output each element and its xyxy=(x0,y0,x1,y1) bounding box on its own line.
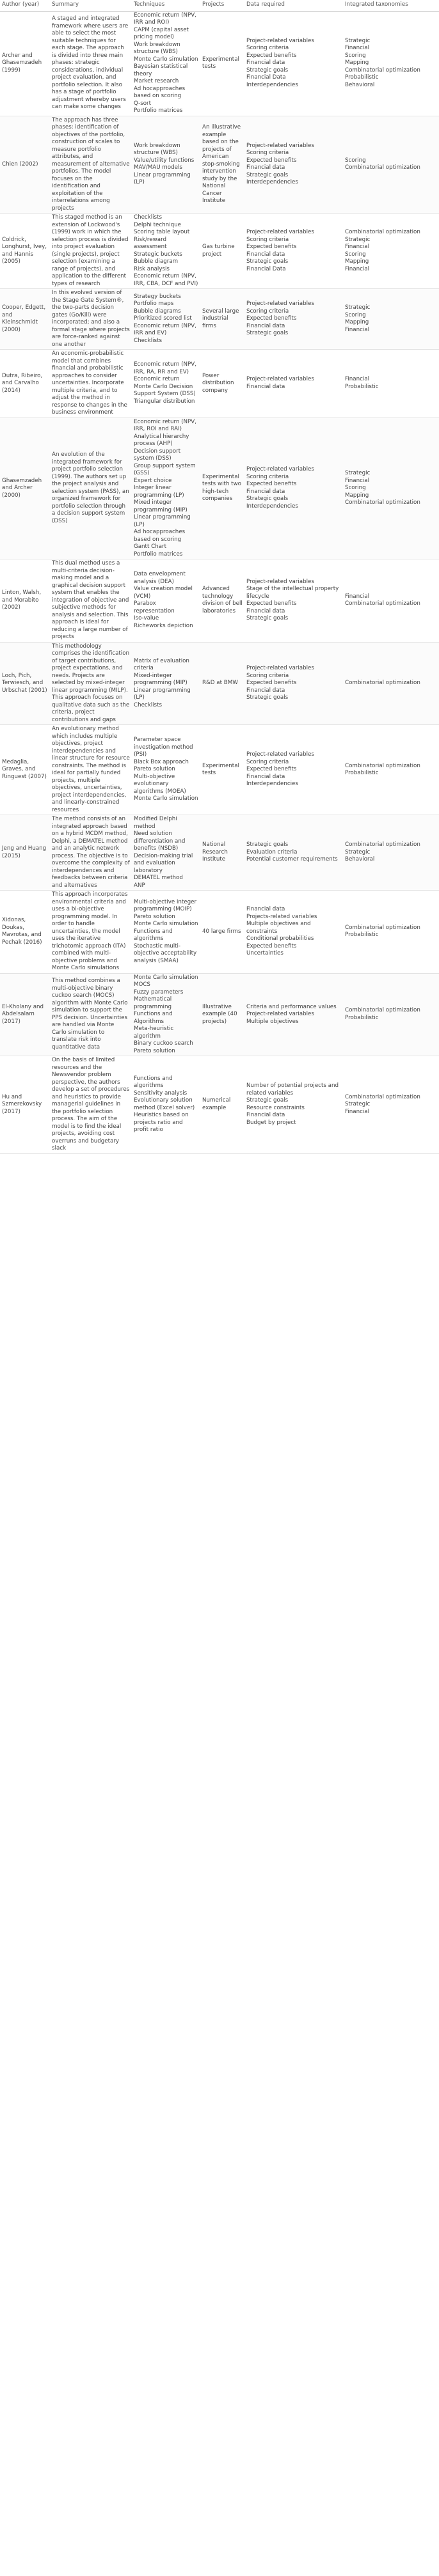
taxonomy-item: Combinatorial optimization xyxy=(345,499,420,506)
technique-item: Economic return (NPV, IRR, ROI and RAI) xyxy=(134,418,196,432)
cell-author: Jeng and Huang (2015) xyxy=(0,815,50,891)
technique-item: Monte Carlo simulation xyxy=(134,921,198,927)
cell-data-required xyxy=(244,891,343,974)
technique-item: ANP xyxy=(134,882,145,889)
cell-author: Dutra, Ribeiro, and Carvalho (2014) xyxy=(0,350,50,418)
cell-techniques xyxy=(132,214,200,289)
taxonomy-item: Strategic xyxy=(345,304,371,311)
taxonomy-item: Financial xyxy=(345,244,370,250)
taxonomy-item: Probabilistic xyxy=(345,74,379,81)
technique-item: Functions and algorithms xyxy=(134,1075,173,1089)
table-row xyxy=(0,973,439,1056)
cell-projects: Illustrative example (40 projects) xyxy=(200,973,244,1056)
technique-item: Monte Carlo simulation xyxy=(134,974,198,981)
technique-item: Ad hocapproaches based on scoring xyxy=(134,85,186,99)
cell-integrated-taxonomies xyxy=(343,214,439,289)
cell-techniques xyxy=(132,559,200,643)
technique-item: Richeworks depiction xyxy=(134,622,193,629)
taxonomy-item: Financial xyxy=(345,477,370,484)
cell-summary: An economic-probabilistic model that combines financial and probabilistic approaches to consider uncertainties. Incorporate multiple criteria, and to adjust the method in response to changes in the business environment xyxy=(50,350,132,418)
technique-item: Gantt Chart xyxy=(134,543,167,550)
cell-data-required xyxy=(244,725,343,815)
data-required-item: Conditional probabilities xyxy=(246,935,314,942)
technique-item: Meta-heuristic algorithm xyxy=(134,1026,174,1040)
taxonomy-item: Scoring xyxy=(345,251,366,258)
data-required-item: Financial data xyxy=(246,164,285,171)
cell-projects: Gas turbine project xyxy=(200,214,244,289)
technique-item: Pareto solution xyxy=(134,766,175,773)
cell-author: Linton, Walsh, and Morabito (2002) xyxy=(0,559,50,643)
taxonomy-item: Combinatorial optimization xyxy=(345,600,420,607)
technique-item: Economic return (NPV, IRR, RA, RR and EV) xyxy=(134,361,196,375)
technique-item: Portfolio maps xyxy=(134,301,174,308)
cell-techniques xyxy=(132,11,200,116)
table-row xyxy=(0,116,439,214)
cell-techniques xyxy=(132,815,200,891)
technique-item: Black Box approach xyxy=(134,758,189,765)
cell-author: Coldrick, Longhurst, Ivey, and Hannis (2005) xyxy=(0,214,50,289)
technique-item: Market research xyxy=(134,78,179,84)
technique-item: Matrix of evaluation criteria xyxy=(134,657,189,671)
data-required-item: Expected benefits xyxy=(246,481,297,488)
technique-item: Prioritized scored list xyxy=(134,315,192,322)
data-required-item: Financial data xyxy=(246,322,285,329)
cell-techniques xyxy=(132,350,200,418)
cell-data-required xyxy=(244,1056,343,1154)
technique-item: Need solution differentiation and benefits (NSDB) xyxy=(134,831,186,852)
data-required-item: Interdependencies xyxy=(246,81,298,88)
table-row xyxy=(0,350,439,418)
data-required-item: Strategic goals xyxy=(246,841,289,848)
cell-techniques xyxy=(132,116,200,214)
cell-summary: A staged and integrated framework where users are able to select the most suitable techniques for each stage. The approach is divided into three main phases: strategic considerations, individual project evaluation, and portfolio selection. It also has a stage of portfolio adjustment whereby users can make some changes xyxy=(50,11,132,116)
literature-review-table xyxy=(0,0,439,1154)
data-required-item: Financial data xyxy=(246,773,285,780)
technique-item: Economic return (NPV, IRR, CBA, DCF and PVI) xyxy=(134,273,198,287)
data-required-item: Expected benefits xyxy=(246,244,297,250)
cell-data-required xyxy=(244,350,343,418)
data-required-item: Project-related variables xyxy=(246,578,314,585)
data-required-item: Financial data xyxy=(246,607,285,614)
technique-item: Economic return (NPV, IRR and EV) xyxy=(134,322,196,337)
header-techniques: Techniques xyxy=(132,0,200,11)
technique-item: Portfolio matrices xyxy=(134,107,183,114)
data-required-item: Evaluation criteria xyxy=(246,848,298,855)
technique-item: Mixed-integer programming (MIP) xyxy=(134,672,188,686)
data-required-item: Interdependencies xyxy=(246,179,298,186)
taxonomy-item: Mapping xyxy=(345,59,369,66)
data-required-item: Uncertainties xyxy=(246,950,283,956)
table-row xyxy=(0,891,439,974)
cell-projects: R&D at BMW xyxy=(200,642,244,725)
technique-item: MAV/MAU models xyxy=(134,164,182,171)
cell-summary: This methodology comprises the identification of target contributions, project expectations, and needs. Projects are selected by mixed-integer linear programming (MILP). This approach focuses on qualitative data such as the criteria, project contributions and gaps xyxy=(50,642,132,725)
data-required-item: Strategic goals xyxy=(246,694,289,701)
taxonomy-item: Financial xyxy=(345,45,370,52)
table-row xyxy=(0,815,439,891)
technique-item: Modified Delphi method xyxy=(134,816,177,830)
data-required-item: Expected benefits xyxy=(246,942,297,949)
technique-item: Linear programming (LP) xyxy=(134,514,191,528)
table-row xyxy=(0,11,439,116)
data-required-item: Project-related variables xyxy=(246,37,314,44)
data-required-item: Financial data xyxy=(246,906,285,912)
table-row xyxy=(0,289,439,350)
cell-techniques xyxy=(132,973,200,1056)
cell-data-required xyxy=(244,418,343,559)
technique-item: Data envelopment analysis (DEA) xyxy=(134,571,186,585)
taxonomy-item: Mapping xyxy=(345,492,369,499)
taxonomy-item: Behavioral xyxy=(345,856,375,863)
data-required-item: Strategic goals xyxy=(246,496,289,503)
technique-item: CAPM (capital asset pricing model) xyxy=(134,26,189,40)
taxonomy-item: Scoring xyxy=(345,52,366,59)
technique-item: Binary cuckoo search xyxy=(134,1040,193,1047)
taxonomy-item: Strategic xyxy=(345,37,371,44)
data-required-item: Multiple objectives xyxy=(246,1018,299,1025)
technique-item: Checklists xyxy=(134,337,163,344)
cell-summary: An evolution of the integrated framework for project portfolio selection (1999). The authors set up the project analysis and selection system (PASS), an organized framework for portfolio selection through a decision support system (DSS) xyxy=(50,418,132,559)
taxonomy-item: Financial xyxy=(345,376,370,383)
technique-item: Functions and algorithms xyxy=(134,928,173,942)
cell-data-required xyxy=(244,815,343,891)
cell-techniques xyxy=(132,289,200,350)
table-row xyxy=(0,418,439,559)
data-required-item: Financial Data xyxy=(246,74,286,81)
technique-item: Integer linear programming (LP) xyxy=(134,485,184,499)
cell-techniques xyxy=(132,725,200,815)
data-required-item: Project-related variables xyxy=(246,376,314,383)
cell-integrated-taxonomies xyxy=(343,973,439,1056)
taxonomy-item: Strategic xyxy=(345,236,371,243)
data-required-item: Interdependencies xyxy=(246,781,298,788)
technique-item: Bubble diagram xyxy=(134,258,179,265)
data-required-item: Scoring criteria xyxy=(246,308,289,315)
cell-author: Medaglia, Graves, and Ringuest (2007) xyxy=(0,725,50,815)
table-body xyxy=(0,11,439,1153)
cell-data-required xyxy=(244,289,343,350)
data-required-item: Stage of the intellectual property lifecycle xyxy=(246,586,339,600)
cell-integrated-taxonomies xyxy=(343,815,439,891)
cell-projects: 40 large firms xyxy=(200,891,244,974)
cell-author: Ghasemzadeh and Archer (2000) xyxy=(0,418,50,559)
technique-item: Evolutionary solution method (Excel solver) xyxy=(134,1097,195,1111)
technique-item: Pareto solution xyxy=(134,913,175,920)
technique-item: Heuristics based on projects ratio and profit ratio xyxy=(134,1112,189,1134)
data-required-item: Scoring criteria xyxy=(246,758,289,765)
data-required-item: Project-related variables xyxy=(246,142,314,149)
technique-item: Risk analysis xyxy=(134,265,170,272)
technique-item: Strategic buckets xyxy=(134,251,182,258)
taxonomy-item: Behavioral xyxy=(345,81,375,88)
cell-integrated-taxonomies xyxy=(343,350,439,418)
data-required-item: Project-related variables xyxy=(246,229,314,235)
table-header-row xyxy=(0,0,439,11)
data-required-item: Strategic goals xyxy=(246,330,289,337)
cell-author: Hu and Szmerekovsky (2017) xyxy=(0,1056,50,1154)
technique-item: Strategy buckets xyxy=(134,293,181,300)
technique-item: Bayesian statistical theory xyxy=(134,63,188,77)
technique-item: Value/utility functions xyxy=(134,157,195,164)
cell-projects: Experimental tests xyxy=(200,11,244,116)
technique-item: Sensitivity analysis xyxy=(134,1089,188,1097)
technique-item: Parabox representation xyxy=(134,600,175,614)
technique-item: Monte Carlo simulation xyxy=(134,795,198,802)
cell-summary: This approach incorporates environmental criteria and uses a bi-objective programming model. In order to handle uncertainties, the model uses the iterative trichotomic approach (ITA) combined with multi-objective problems and Monte Carlo simulations xyxy=(50,891,132,974)
data-required-item: Scoring criteria xyxy=(246,473,289,480)
cell-author: Xidonas, Doukas, Mavrotas, and Pechak (2016) xyxy=(0,891,50,974)
technique-item: Decision support system (DSS) xyxy=(134,448,181,462)
cell-data-required xyxy=(244,11,343,116)
data-required-item: Criteria and performance values xyxy=(246,1003,337,1010)
cell-integrated-taxonomies xyxy=(343,725,439,815)
taxonomy-item: Scoring xyxy=(345,485,366,491)
taxonomy-item: Combinatorial optimization xyxy=(345,680,420,686)
cell-summary: This staged method is an extension of Lockwood's (1999) work in which the selection process is divided into project evaluation (single projects), project selection (examining a range of projects), and application to the different types of research xyxy=(50,214,132,289)
data-required-item: Scoring criteria xyxy=(246,236,289,243)
technique-item: Mixed integer programming (MIP) xyxy=(134,499,188,513)
technique-item: Work breakdown structure (WBS) xyxy=(134,142,180,157)
data-required-item: Financial data xyxy=(246,251,285,258)
table-row xyxy=(0,725,439,815)
cell-integrated-taxonomies xyxy=(343,1056,439,1154)
data-required-item: Scoring criteria xyxy=(246,672,289,679)
cell-integrated-taxonomies xyxy=(343,418,439,559)
taxonomy-item: Probabilistic xyxy=(345,770,379,776)
cell-data-required xyxy=(244,116,343,214)
data-required-item: Financial data xyxy=(246,1112,285,1119)
data-required-item: Interdependencies xyxy=(246,503,298,510)
taxonomy-item: Combinatorial optimization xyxy=(345,66,420,74)
technique-item: Monte Carlo simulation xyxy=(134,56,198,63)
technique-item: Scoring table layout xyxy=(134,229,190,235)
cell-integrated-taxonomies xyxy=(343,11,439,116)
cell-projects: Power distribution company xyxy=(200,350,244,418)
technique-item: Multi-objective evolutionary algorithms (MOEA) xyxy=(134,773,186,795)
taxonomy-item: Combinatorial optimization xyxy=(345,841,420,848)
cell-integrated-taxonomies xyxy=(343,891,439,974)
data-required-item: Financial data xyxy=(246,488,285,495)
table-row xyxy=(0,559,439,643)
taxonomy-item: Strategic xyxy=(345,1101,371,1107)
cell-summary: This method combines a multi-objective binary cuckoo search (MOCS) algorithm with Monte Carlo simulation to support the PPS decision. Uncertainties are handled via Monte Carlo simulation to translate risk into quantitative data xyxy=(50,973,132,1056)
technique-item: Iso-value xyxy=(134,615,159,622)
cell-projects: Numerical example xyxy=(200,1056,244,1154)
data-required-item: Expected benefits xyxy=(246,600,297,607)
data-required-item: Strategic goals xyxy=(246,171,289,178)
cell-author: Loch, Pich, Terwiesch, and Urbschat (2001) xyxy=(0,642,50,725)
technique-item: Checklists xyxy=(134,214,163,221)
taxonomy-item: Mapping xyxy=(345,319,369,325)
technique-item: Mathematical programming xyxy=(134,996,172,1010)
taxonomy-item: Financial xyxy=(345,265,370,272)
cell-projects: Advanced technology division of bell laboratories xyxy=(200,559,244,643)
taxonomy-item: Probabilistic xyxy=(345,383,379,390)
technique-item: Economic return xyxy=(134,376,180,383)
cell-techniques xyxy=(132,1056,200,1154)
data-required-item: Number of potential projects and related variables xyxy=(246,1082,339,1097)
cell-techniques xyxy=(132,642,200,725)
cell-author: Chien (2002) xyxy=(0,116,50,214)
cell-projects: National Research Institute xyxy=(200,815,244,891)
technique-item: Value creation model (VCM) xyxy=(134,586,193,600)
taxonomy-item: Scoring xyxy=(345,311,366,318)
cell-summary: On the basis of limited resources and the Newsvendor problem perspective, the authors develop a set of procedures and heuristics to provide managerial guidelines in the portfolio selection process. The aim of the model is to find the ideal projects, avoiding cost overruns and budgetary slack xyxy=(50,1056,132,1154)
data-required-item: Expected benefits xyxy=(246,315,297,322)
data-required-item: Expected benefits xyxy=(246,680,297,686)
technique-item: Linear programming (LP) xyxy=(134,171,191,186)
taxonomy-item: Strategic xyxy=(345,470,371,476)
data-required-item: Resource constraints xyxy=(246,1104,305,1111)
cell-author: Cooper, Edgett, and Kleinschmidt (2000) xyxy=(0,289,50,350)
data-required-item: Projects-related variables xyxy=(246,913,317,920)
technique-item: MOCS xyxy=(134,981,150,988)
technique-item: Pareto solution xyxy=(134,1047,175,1054)
taxonomy-item: Combinatorial optimization xyxy=(345,762,420,769)
data-required-item: Expected benefits xyxy=(246,52,297,59)
taxonomy-item: Probabilistic xyxy=(345,1014,379,1021)
technique-item: Monte Carlo Decision Support System (DSS) xyxy=(134,383,196,398)
cell-projects: Experimental tests xyxy=(200,725,244,815)
technique-item: Analytical hierarchy process (AHP) xyxy=(134,433,189,447)
data-required-item: Strategic goals xyxy=(246,258,289,265)
taxonomy-item: Probabilistic xyxy=(345,932,379,939)
data-required-item: Financial data xyxy=(246,59,285,66)
technique-item: Parameter space investigation method (PSI) xyxy=(134,737,193,758)
taxonomy-item: Combinatorial optimization xyxy=(345,164,420,171)
technique-item: DEMATEL method xyxy=(134,875,183,881)
technique-item: Fuzzy parameters xyxy=(134,988,184,995)
technique-item: Delphi technique xyxy=(134,221,181,228)
data-required-item: Financial Data xyxy=(246,265,286,272)
cell-author: Archer and Ghasemzadeh (1999) xyxy=(0,11,50,116)
technique-item: Triangular distribution xyxy=(134,398,195,405)
technique-item: Checklists xyxy=(134,701,163,708)
data-required-item: Project-related variables xyxy=(246,1011,314,1017)
header-projects: Projects xyxy=(200,0,244,11)
technique-item: Multi-objective integer programming (MOIP) xyxy=(134,898,197,912)
technique-item: Q-sort xyxy=(134,100,152,107)
technique-item: Work breakdown structure (WBS) xyxy=(134,41,180,55)
technique-item: Linear programming (LP) xyxy=(134,687,191,701)
taxonomy-item: Combinatorial optimization xyxy=(345,924,420,931)
technique-item: Portfolio matrices xyxy=(134,550,183,558)
cell-integrated-taxonomies xyxy=(343,289,439,350)
technique-item: Stochastic multi-objective acceptability analysis (SMAA) xyxy=(134,942,197,964)
taxonomy-item: Combinatorial optimization xyxy=(345,229,420,235)
technique-item: Bubble diagrams xyxy=(134,308,181,315)
cell-summary: In this evolved version of the Stage Gate System®, the two-parts decision gates (Go/Kill) were incorporated; and also a formal stage where projects are force-ranked against one another xyxy=(50,289,132,350)
data-required-item: Strategic goals xyxy=(246,1097,289,1104)
taxonomy-item: Combinatorial optimization xyxy=(345,1007,420,1014)
cell-integrated-taxonomies xyxy=(343,642,439,725)
cell-summary: This dual method uses a multi-criteria decision-making model and a graphical decision support system that enables the integration of objective and subjective methods for analysis and selection. This approach is ideal for reducing a large number of projects xyxy=(50,559,132,643)
cell-summary: An evolutionary method which includes multiple objectives, project interdependencies and linear structure for resource constraints. The method is ideal for partially funded projects, multiple objectives, uncertainties, project interdependencies, and linearly-constrained resources xyxy=(50,725,132,815)
data-required-item: Project-related variables xyxy=(246,751,314,758)
data-required-item: Strategic goals xyxy=(246,66,289,74)
cell-data-required xyxy=(244,642,343,725)
cell-data-required xyxy=(244,214,343,289)
taxonomy-item: Mapping xyxy=(345,258,369,265)
data-required-item: Project-related variables xyxy=(246,301,314,308)
technique-item: Decision-making trial and evaluation laboratory xyxy=(134,852,193,874)
cell-author: El-Kholany and Abdelsalam (2017) xyxy=(0,973,50,1056)
cell-integrated-taxonomies xyxy=(343,116,439,214)
taxonomy-item: Strategic xyxy=(345,848,371,855)
taxonomy-item: Combinatorial optimization xyxy=(345,1093,420,1100)
technique-item: Ad hocapproaches based on scoring xyxy=(134,529,186,543)
cell-summary: The method consists of an integrated approach based on a hybrid MCDM method, Delphi, a DEMATEL method and an analytic network process. The objective is to overcome the complexity of interdependences and feedbacks between criteria and alternatives xyxy=(50,815,132,891)
data-required-item: Multiple objectives and constraints xyxy=(246,921,311,935)
cell-techniques xyxy=(132,418,200,559)
data-required-item: Expected benefits xyxy=(246,766,297,773)
cell-summary: The approach has three phases: identification of objectives of the portfolio, construction of scales to measure portfolio attributes, and measurement of alternative portfolios. The model focuses on the identification and exploitation of the interrelations among projects xyxy=(50,116,132,214)
cell-projects: An illustrative example based on the projects of American stop-smoking intervention study by the National Cancer Institute xyxy=(200,116,244,214)
taxonomy-item: Financial xyxy=(345,326,370,333)
technique-item: Risk/reward assessment xyxy=(134,236,167,250)
data-required-item: Scoring criteria xyxy=(246,150,289,157)
data-required-item: Financial data xyxy=(246,687,285,694)
taxonomy-item: Scoring xyxy=(345,157,366,164)
cell-projects: Several large industrial firms xyxy=(200,289,244,350)
cell-data-required xyxy=(244,973,343,1056)
technique-item: Expert choice xyxy=(134,477,172,484)
table-row xyxy=(0,214,439,289)
data-required-item: Budget by project xyxy=(246,1119,296,1126)
technique-item: Economic return (NPV, IRR and ROI) xyxy=(134,12,196,26)
data-required-item: Strategic goals xyxy=(246,615,289,622)
technique-item: Group support system (GSS) xyxy=(134,462,196,476)
data-required-item: Expected benefits xyxy=(246,157,297,164)
data-required-item: Scoring criteria xyxy=(246,45,289,52)
header-author: Author (year) xyxy=(0,0,50,11)
table-row xyxy=(0,1056,439,1154)
data-required-item: Project-related variables xyxy=(246,466,314,473)
cell-integrated-taxonomies xyxy=(343,559,439,643)
header-data-required: Data required xyxy=(244,0,343,11)
table-row xyxy=(0,642,439,725)
cell-techniques xyxy=(132,891,200,974)
taxonomy-item: Financial xyxy=(345,1108,370,1115)
taxonomy-item: Financial xyxy=(345,593,370,600)
data-required-item: Potential customer requirements xyxy=(246,856,338,863)
cell-projects: Experimental tests with two high-tech companies xyxy=(200,418,244,559)
data-required-item: Financial data xyxy=(246,383,285,390)
data-required-item: Project-related variables xyxy=(246,665,314,671)
header-summary: Summary xyxy=(50,0,132,11)
cell-data-required xyxy=(244,559,343,643)
header-integrated-taxonomies: Integrated taxonomies xyxy=(343,0,439,11)
technique-item: Functions and Algorithms xyxy=(134,1011,173,1025)
